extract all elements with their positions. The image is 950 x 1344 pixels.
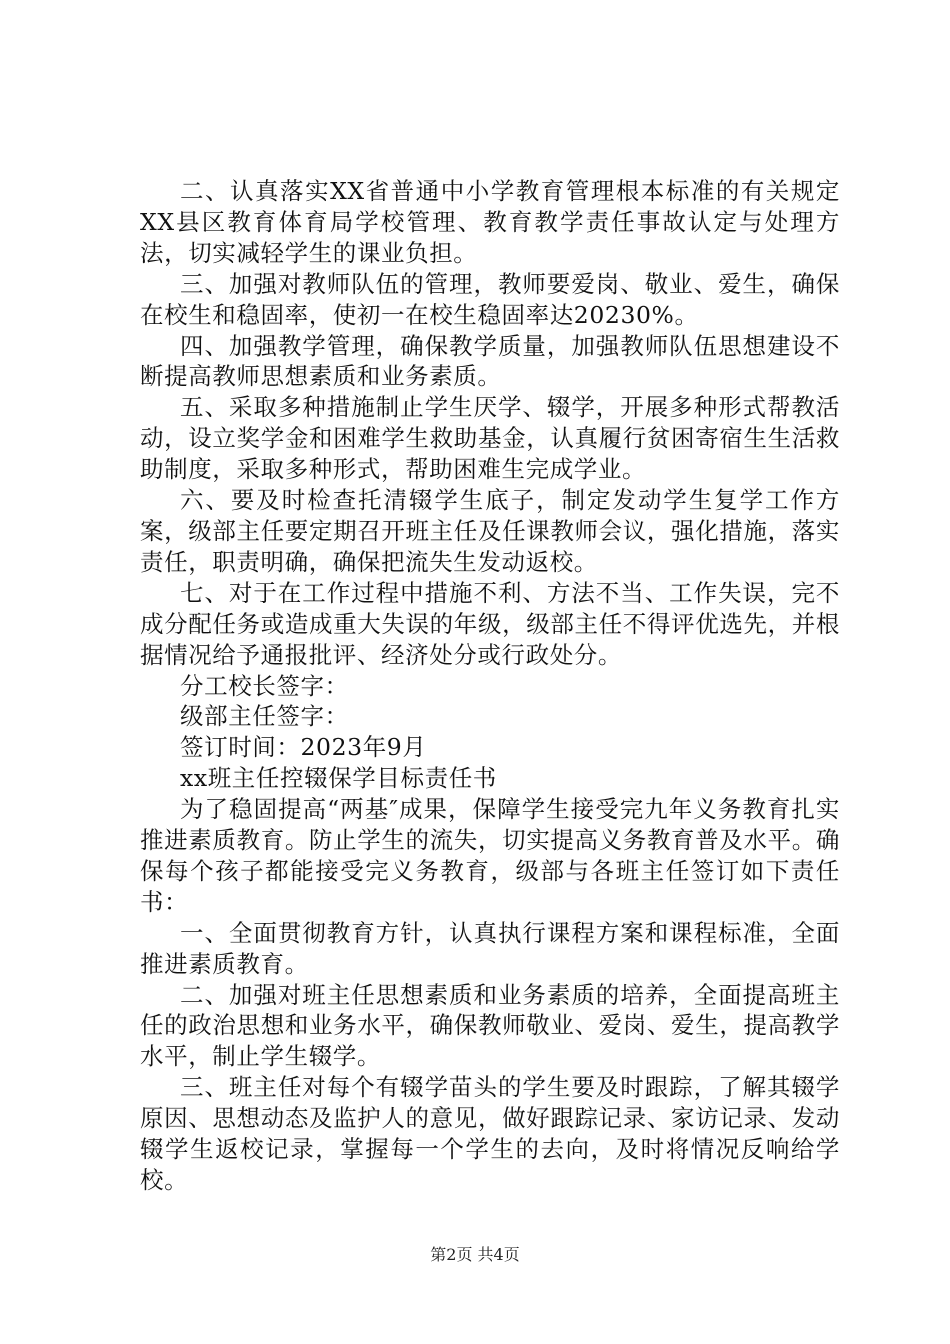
paragraph-4: 四、加强教学管理，确保教学质量，加强教师队伍思想建设不断提高教师思想素质和业务素质。 — [140, 331, 840, 391]
paragraph-3: 三、加强对教师队伍的管理，教师要爱岗、敬业、爱生，确保在校生和稳固率，使初一在校生稳固率达20230%。 — [140, 269, 840, 329]
signing-date: 签订时间：2023年9月 — [180, 733, 427, 762]
signature-principal: 分工校长签字： — [180, 671, 349, 700]
document-body — [140, 176, 840, 1196]
clause-2: 二、加强对班主任思想素质和业务素质的培养，全面提高班主任的政治思想和业务水平，确保教师敬业、爱岗、爱生，提高教学水平，制止学生辍学。 — [140, 980, 840, 1071]
page-number-footer: 第2页 共4页 — [430, 1245, 520, 1264]
paragraph-6: 六、要及时检查托清辍学生底子，制定发动学生复学工作方案，级部主任要定期召开班主任及任课教师会议，强化措施，落实责任，职责明确，确保把流失生发动返校。 — [140, 486, 840, 576]
paragraph-5: 五、采取多种措施制止学生厌学、辍学，开展多种形式帮教活动，设立奖学金和困难学生救助基金，认真履行贫困寄宿生生活救助制度，采取多种形式，帮助困难生完成学业。 — [140, 393, 840, 484]
clause-1: 一、全面贯彻教育方针，认真执行课程方案和课程标准，全面推进素质教育。 — [140, 918, 840, 978]
section-title: xx班主任控辍保学目标责任书 — [180, 764, 497, 793]
signature-director: 级部主任签字： — [180, 702, 349, 731]
intro-paragraph: 为了稳固提高“两基″成果，保障学生接受完九年义务教育扎实推进素质教育。防止学生的流失，切实提高义务教育普及水平。确保每个孩子都能接受完义务教育，级部与各班主任签订如下责任书： — [140, 795, 840, 916]
paragraph-7: 七、对于在工作过程中措施不利、方法不当、工作失误，完不成分配任务或造成重大失误的年级，级部主任不得评优选先，并根据情况给予通报批评、经济处分或行政处分。 — [140, 578, 840, 669]
paragraph-2: 二、认真落实XX省普通中小学教育管理根本标准的有关规定XX县区教育体育局学校管理、教育教学责任事故认定与处理方法，切实减轻学生的课业负担。 — [140, 177, 840, 267]
clause-3: 三、班主任对每个有辍学苗头的学生要及时跟踪，了解其辍学原因、思想动态及监护人的意见，做好跟踪记录、家访记录、发动辍学生返校记录，掌握每一个学生的去向，及时将情况反响给学校。 — [140, 1073, 840, 1194]
